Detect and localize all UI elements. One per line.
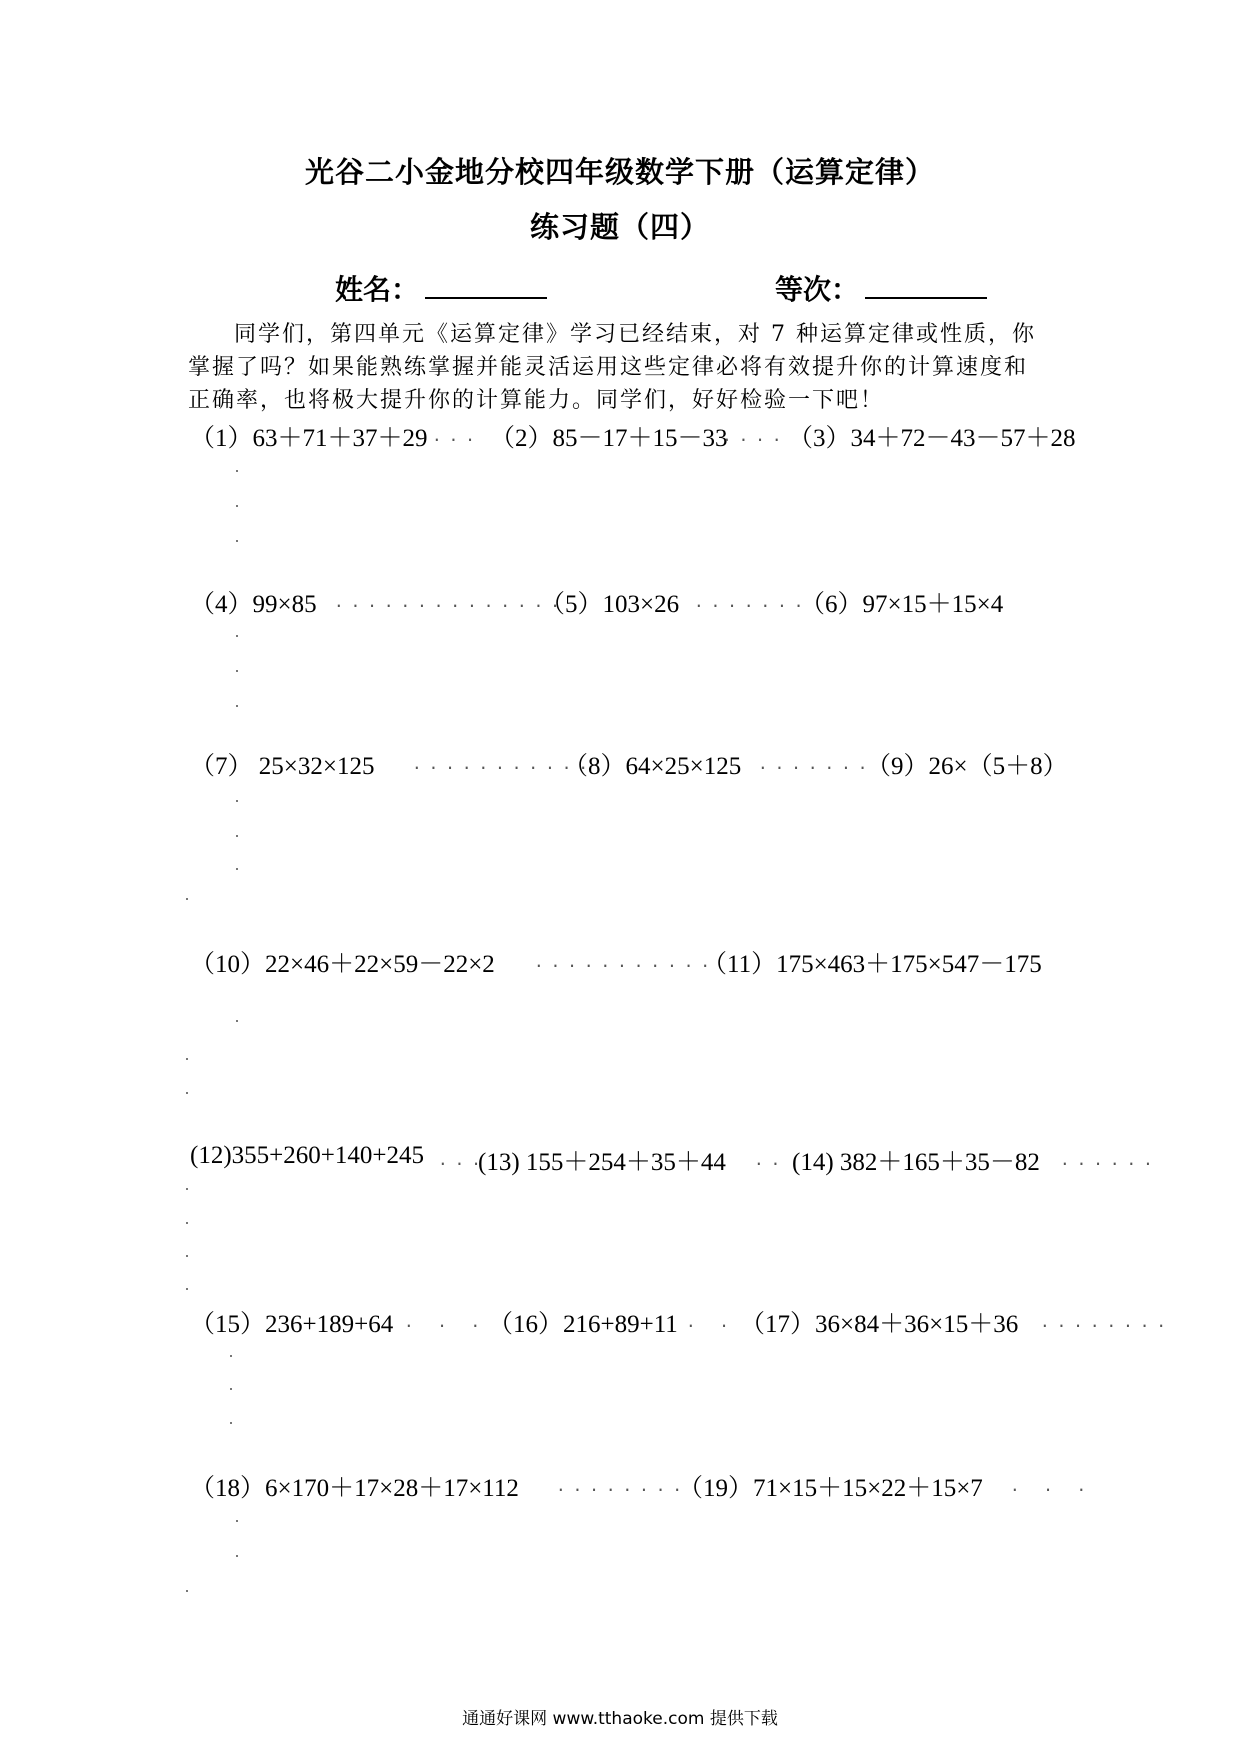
guide-dot bbox=[236, 705, 238, 707]
problem-6: （6）97×15＋15×4 bbox=[800, 591, 1004, 618]
problem-11: （11）175×463＋175×547－175 bbox=[702, 951, 1042, 978]
problem-15: （15）236+189+64 bbox=[190, 1311, 394, 1338]
worksheet-title: 光谷二小金地分校四年级数学下册（运算定律） bbox=[304, 155, 935, 189]
problem-1: （1）63＋71＋37＋29 bbox=[190, 425, 428, 452]
name-field bbox=[335, 268, 547, 308]
guide-dot bbox=[186, 1255, 188, 1257]
grade-label: 等次： bbox=[775, 273, 860, 306]
problem-3: （3）34＋72－43－57＋28 bbox=[788, 425, 1076, 452]
problem-4: （4）99×85 bbox=[190, 591, 317, 618]
guide-dot bbox=[236, 670, 238, 672]
dot-leader: ....... bbox=[694, 592, 811, 611]
dot-leader: . . . bbox=[1010, 1476, 1094, 1495]
worksheet-subtitle: 练习题（四） bbox=[529, 210, 710, 244]
name-blank[interactable] bbox=[425, 271, 547, 299]
problem-18: （18）6×170＋17×28＋17×112 bbox=[190, 1475, 519, 1502]
intro-line: 正确率，也将极大提升你的计算能力。同学们，好好检验一下吧！ bbox=[188, 388, 885, 413]
guide-dot bbox=[236, 1555, 238, 1557]
guide-dot bbox=[236, 868, 238, 870]
guide-dot bbox=[236, 1520, 238, 1522]
grade-blank[interactable] bbox=[865, 271, 987, 299]
guide-dot bbox=[186, 1222, 188, 1224]
dot-leader: ...... bbox=[1060, 1150, 1160, 1169]
dot-leader: ........... bbox=[534, 952, 717, 971]
problem-19: （19）71×15＋15×22＋15×7 bbox=[678, 1475, 983, 1502]
problem-10: （10）22×46＋22×59－22×2 bbox=[190, 951, 495, 978]
guide-dot bbox=[186, 898, 188, 900]
problem-16: （16）216+89+11 bbox=[488, 1311, 678, 1338]
guide-dot bbox=[236, 635, 238, 637]
footer-source: 通通好课网 www.tthaoke.com 提供下载 bbox=[462, 1709, 778, 1729]
intro-line: 同学们，第四单元《运算定律》学习已经结束，对 7 种运算定律或性质，你 bbox=[234, 322, 1036, 347]
guide-dot bbox=[236, 505, 238, 507]
problem-7: （7） 25×32×125 bbox=[190, 753, 375, 780]
problem-12: (12)355+260+140+245 bbox=[190, 1142, 424, 1169]
guide-dot bbox=[236, 540, 238, 542]
problem-13: (13) 155＋254＋35＋44 bbox=[478, 1149, 726, 1176]
guide-dot bbox=[186, 1288, 188, 1290]
dot-leader: .............. bbox=[334, 592, 567, 611]
grade-field bbox=[775, 268, 987, 308]
dot-leader: ....... bbox=[758, 754, 875, 773]
problem-9: （9）26×（5＋8） bbox=[866, 753, 1068, 780]
guide-dot bbox=[230, 1388, 232, 1390]
problem-2: （2）85－17＋15－33 bbox=[490, 425, 728, 452]
dot-leader: ... bbox=[432, 426, 482, 445]
intro-line: 掌握了吗？如果能熟练掌握并能灵活运用这些定律必将有效提升你的计算速度和 bbox=[188, 355, 1029, 380]
name-label: 姓名： bbox=[335, 273, 420, 306]
problem-14: (14) 382＋165＋35－82 bbox=[792, 1149, 1040, 1176]
problem-5: （5）103×26 bbox=[540, 591, 680, 618]
dot-leader: . . . bbox=[404, 1312, 488, 1331]
problem-8: （8）64×25×125 bbox=[563, 753, 742, 780]
dot-leader: ........... bbox=[412, 754, 595, 773]
guide-dot bbox=[236, 1020, 238, 1022]
guide-dot bbox=[186, 1092, 188, 1094]
guide-dot bbox=[236, 835, 238, 837]
dot-leader: ........ bbox=[556, 1476, 690, 1495]
guide-dot bbox=[186, 1590, 188, 1592]
dot-leader: ... bbox=[438, 1150, 488, 1169]
problem-17: （17）36×84＋36×15＋36 bbox=[740, 1311, 1019, 1338]
guide-dot bbox=[230, 1355, 232, 1357]
dot-leader: .. bbox=[754, 1150, 788, 1169]
guide-dot bbox=[186, 1188, 188, 1190]
dot-leader: . . bbox=[686, 1312, 736, 1331]
dot-leader: .... bbox=[722, 426, 789, 445]
dot-leader: ........ bbox=[1040, 1312, 1174, 1331]
guide-dot bbox=[236, 800, 238, 802]
guide-dot bbox=[230, 1422, 232, 1424]
guide-dot bbox=[236, 470, 238, 472]
intro-paragraph bbox=[188, 318, 1078, 417]
guide-dot bbox=[186, 1058, 188, 1060]
